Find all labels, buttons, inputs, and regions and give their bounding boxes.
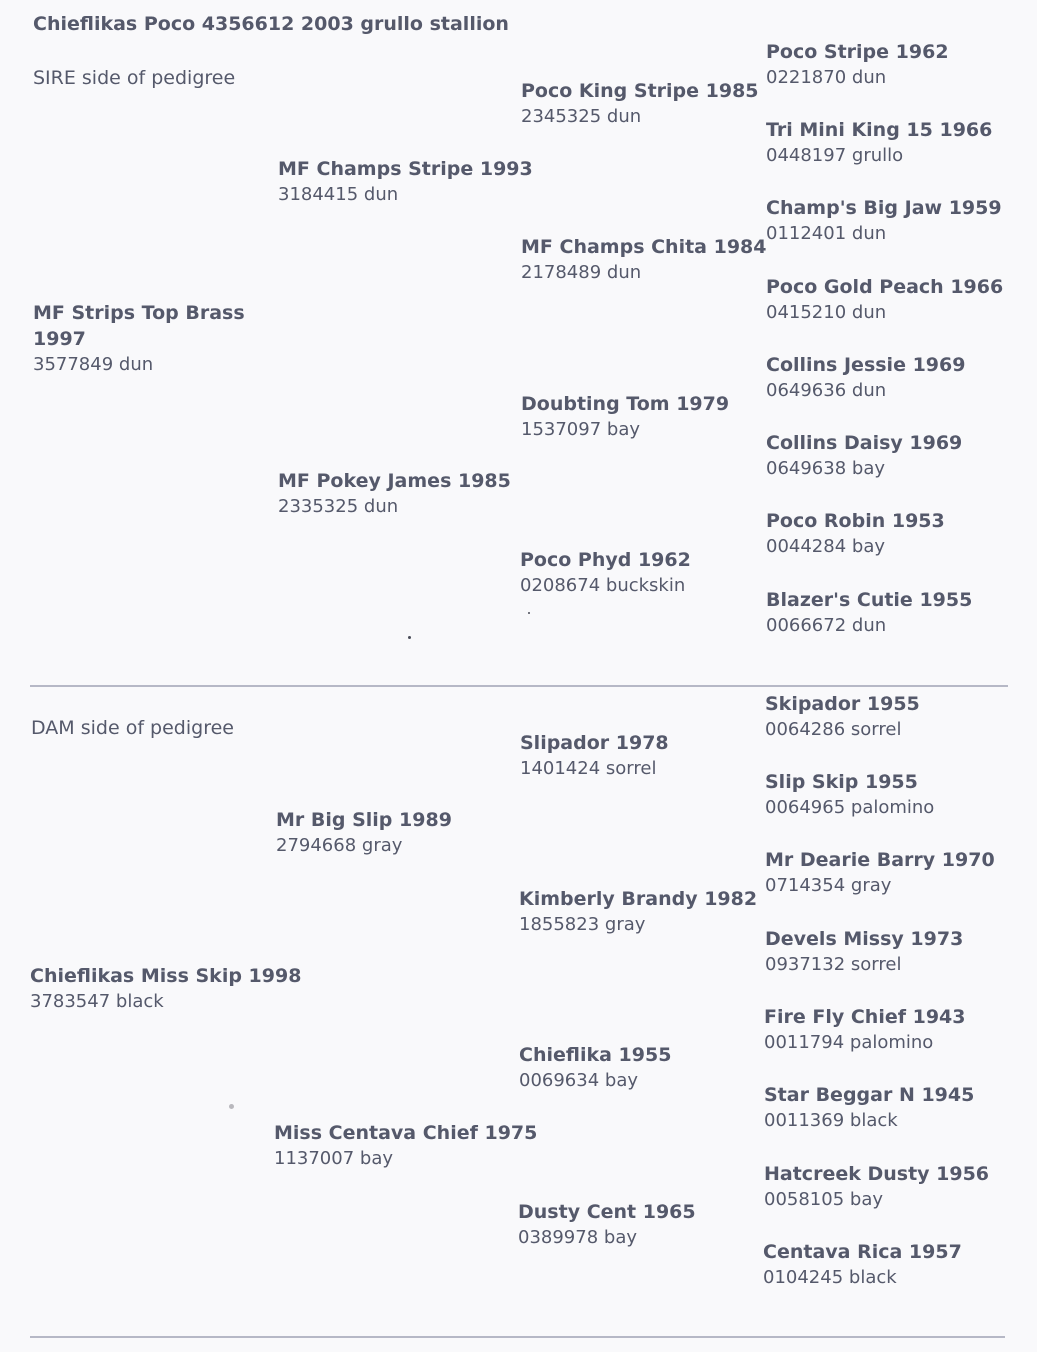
dam-gen4-entry (764, 1082, 974, 1134)
scan-speck (528, 612, 530, 614)
horse-reg: 0208674 buckskin (520, 575, 686, 596)
page-title: Chieflikas Poco 4356612 2003 grullo stallion (33, 13, 509, 35)
sire-gen4-entry (766, 508, 945, 560)
horse-reg: 0649638 bay (766, 458, 885, 479)
horse-reg: 0064965 palomino (765, 797, 935, 818)
dam-gen4-entry (764, 1004, 966, 1056)
horse-name: Poco Phyd 1962 (520, 549, 691, 571)
horse-name: Collins Daisy 1969 (766, 432, 963, 454)
horse-reg: 2178489 dun (521, 262, 642, 283)
dam-gen4-entry (765, 926, 963, 978)
horse-reg: 0104245 black (763, 1267, 897, 1288)
horse-name: Poco Gold Peach 1966 (766, 276, 1004, 298)
horse-reg: 0011369 black (764, 1110, 898, 1131)
sire-gen2-entry (278, 468, 511, 520)
horse-name: Poco Robin 1953 (766, 510, 945, 532)
horse-reg: 1401424 sorrel (520, 758, 657, 779)
horse-name: Skipador 1955 (765, 693, 920, 715)
dam-gen2-entry (274, 1120, 537, 1172)
horse-reg: 0389978 bay (518, 1227, 637, 1248)
horse-reg: 1855823 gray (519, 914, 646, 935)
horse-name: Dusty Cent 1965 (518, 1201, 696, 1223)
horse-reg: 0066672 dun (766, 615, 887, 636)
horse-reg: 1137007 bay (274, 1148, 393, 1169)
dam-gen4-entry (765, 769, 934, 821)
section-divider (30, 685, 1008, 687)
sire-horse-name: MF Strips Top Brass (33, 302, 245, 324)
sire-side-label: SIRE side of pedigree (33, 67, 236, 89)
horse-reg: 0069634 bay (519, 1070, 638, 1091)
sire-gen4-entry (766, 430, 962, 482)
dam-gen4-entry (763, 1239, 962, 1291)
dam-horse-name: Chieflikas Miss Skip 1998 (30, 965, 302, 987)
horse-name: Chieflika 1955 (519, 1044, 672, 1066)
horse-name: Miss Centava Chief 1975 (274, 1122, 538, 1144)
sire-gen3-entry (520, 547, 691, 599)
dam-gen4-entry (765, 691, 920, 743)
dam-horse (30, 963, 301, 1015)
sire-gen4-entry (766, 587, 972, 639)
horse-name: Slipador 1978 (520, 732, 669, 754)
horse-name: Blazer's Cutie 1955 (766, 589, 973, 611)
horse-reg: 0649636 dun (766, 380, 887, 401)
dam-gen3-entry (519, 1042, 671, 1094)
sire-gen4-entry (766, 39, 949, 91)
horse-reg: 0064286 sorrel (765, 719, 902, 740)
horse-name: Centava Rica 1957 (763, 1241, 962, 1263)
sire-gen4-entry (766, 195, 1002, 247)
dam-gen4-entry (765, 847, 995, 899)
sire-horse (33, 300, 245, 378)
horse-name: Mr Dearie Barry 1970 (765, 849, 995, 871)
dam-gen4-entry (764, 1161, 989, 1213)
horse-reg: 0112401 dun (766, 223, 887, 244)
bottom-divider (30, 1336, 1005, 1338)
dam-gen3-entry (519, 886, 757, 938)
sire-gen3-entry (521, 234, 767, 286)
horse-reg: 0221870 dun (766, 67, 887, 88)
horse-name: Poco Stripe 1962 (766, 41, 949, 63)
horse-reg: 0714354 gray (765, 875, 892, 896)
horse-name: MF Champs Chita 1984 (521, 236, 767, 258)
sire-gen4-entry (766, 274, 1003, 326)
horse-name: Mr Big Slip 1989 (276, 809, 452, 831)
horse-reg: 0448197 grullo (766, 145, 904, 166)
dam-gen3-entry (518, 1199, 696, 1251)
sire-gen3-entry (521, 391, 729, 443)
sire-gen4-entry (766, 117, 992, 169)
dam-gen2-entry (276, 807, 452, 859)
horse-reg: 2335325 dun (278, 496, 399, 517)
sire-gen4-entry (766, 352, 965, 404)
horse-reg: 0937132 sorrel (765, 954, 902, 975)
horse-name: Devels Missy 1973 (765, 928, 964, 950)
dam-gen3-entry (520, 730, 669, 782)
horse-reg: 0044284 bay (766, 536, 885, 557)
sire-horse-reg: 3577849 dun (33, 354, 154, 375)
sire-gen3-entry (521, 78, 759, 130)
horse-name: MF Pokey James 1985 (278, 470, 511, 492)
horse-name: Slip Skip 1955 (765, 771, 918, 793)
scan-speck (229, 1104, 234, 1109)
horse-name: Hatcreek Dusty 1956 (764, 1163, 990, 1185)
horse-name: Poco King Stripe 1985 (521, 80, 759, 102)
horse-name: Champ's Big Jaw 1959 (766, 197, 1002, 219)
horse-reg: 0058105 bay (764, 1189, 883, 1210)
horse-name: Collins Jessie 1969 (766, 354, 966, 376)
sire-gen2-entry (278, 156, 533, 208)
horse-name: Star Beggar N 1945 (764, 1084, 975, 1106)
horse-name: Kimberly Brandy 1982 (519, 888, 758, 910)
horse-name: MF Champs Stripe 1993 (278, 158, 533, 180)
dam-side-label: DAM side of pedigree (31, 717, 234, 739)
horse-name: Tri Mini King 15 1966 (766, 119, 993, 141)
scan-speck (408, 636, 411, 639)
horse-reg: 3184415 dun (278, 184, 399, 205)
horse-reg: 2345325 dun (521, 106, 642, 127)
horse-reg: 2794668 gray (276, 835, 403, 856)
dam-horse-reg: 3783547 black (30, 991, 164, 1012)
horse-reg: 0415210 dun (766, 302, 887, 323)
horse-name: Fire Fly Chief 1943 (764, 1006, 966, 1028)
sire-horse-year: 1997 (33, 328, 86, 350)
horse-reg: 1537097 bay (521, 419, 640, 440)
horse-name: Doubting Tom 1979 (521, 393, 730, 415)
horse-reg: 0011794 palomino (764, 1032, 934, 1053)
